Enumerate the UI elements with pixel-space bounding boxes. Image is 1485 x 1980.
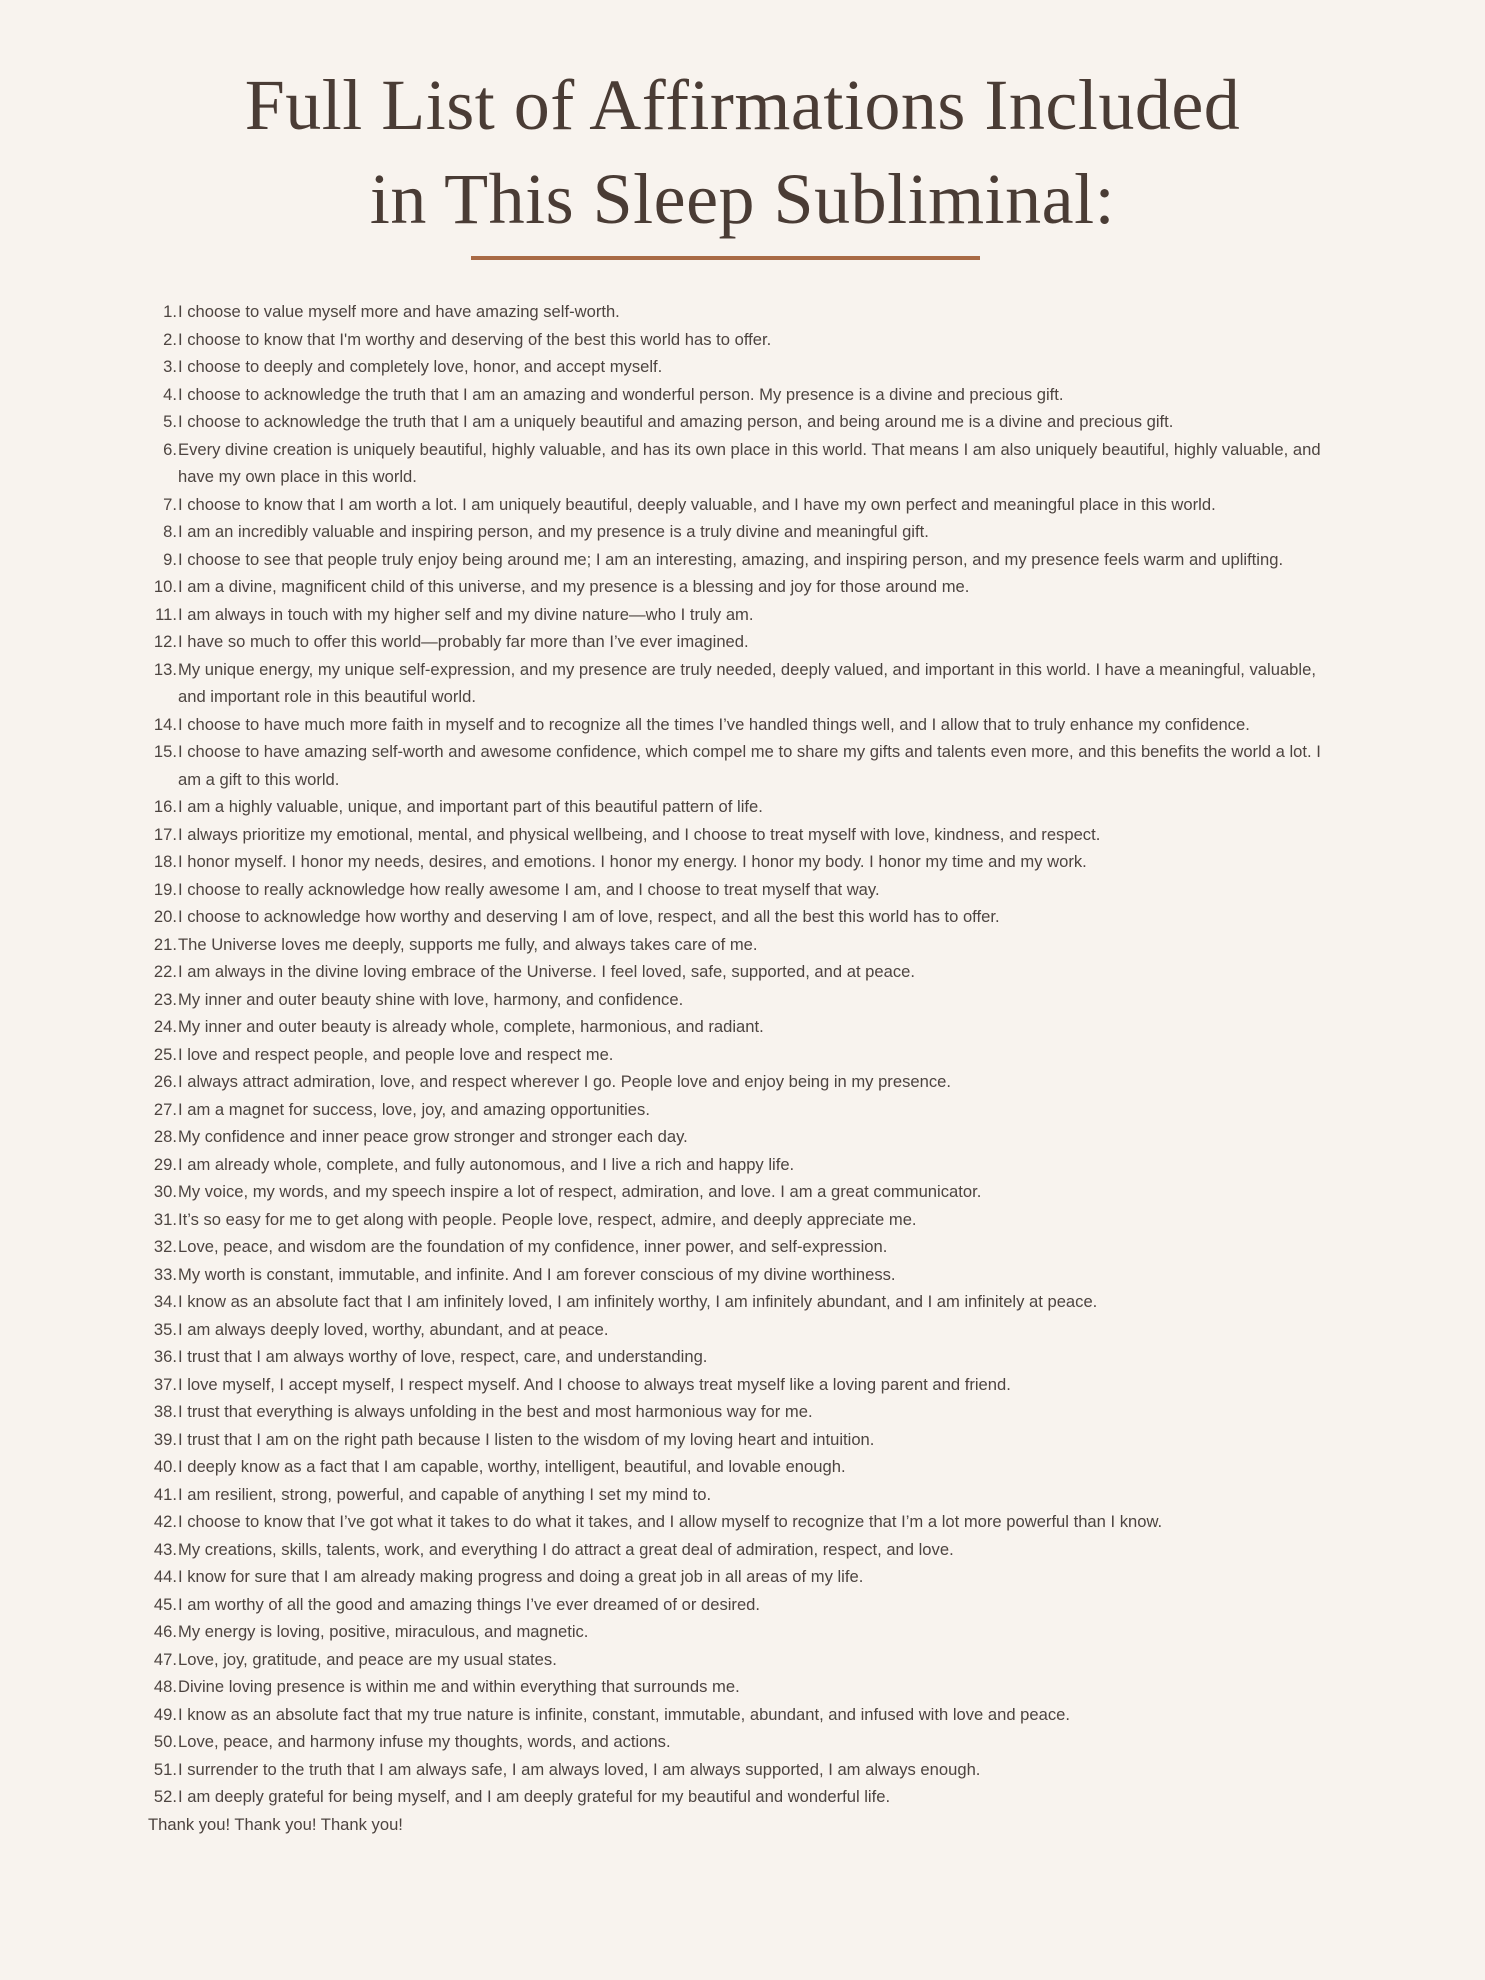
list-item [148, 1206, 1348, 1234]
page-title-line-2: in This Sleep Subliminal: [369, 159, 1116, 239]
list-item-text: I am deeply grateful for being myself, and I am deeply grateful for my beautiful and wonderful life. [178, 1787, 891, 1806]
closing-text: Thank you! Thank you! Thank you! [148, 1815, 403, 1834]
list-item [148, 1618, 1348, 1646]
list-item [148, 1261, 1348, 1289]
list-item-number: 17. [153, 824, 177, 844]
list-item-text: Love, peace, and harmony infuse my thoughts, words, and actions. [178, 1732, 671, 1751]
list-item-text: I love and respect people, and people love and respect me. [178, 1044, 614, 1064]
list-item-text: I am always in the divine loving embrace of the Universe. I feel loved, safe, supported, and at peace. [178, 962, 915, 981]
list-item-text: I am a divine, magnificent child of this universe, and my presence is a blessing and joy for those around me. [178, 577, 970, 596]
list-item-text: I am an incredibly valuable and inspiring person, and my presence is a truly divine and meaningful gift. [178, 522, 929, 541]
list-item-number: 9. [163, 549, 177, 569]
list-item-number: 35. [153, 1319, 177, 1339]
list-item [148, 628, 1348, 656]
list-item [148, 1591, 1348, 1619]
list-item-number: 33. [153, 1264, 177, 1284]
list-item [148, 738, 1348, 793]
list-item [148, 1453, 1348, 1481]
list-item [148, 1508, 1348, 1536]
list-item-number: 37. [153, 1374, 177, 1394]
list-item-text: My unique energy, my unique self-expression, and my presence are truly needed, deeply valued, and important in this world. I have a meaningful, valuable, and important role in this beautiful world. [178, 659, 1316, 706]
list-item [148, 1013, 1348, 1041]
list-item-text: I choose to acknowledge the truth that I am a uniquely beautiful and amazing person, and being around me is a divine and precious gift. [178, 412, 1174, 431]
list-item-number: 21. [153, 934, 177, 954]
list-item-text: I choose to acknowledge the truth that I am an amazing and wonderful person. My presence is a divine and precious gift. [178, 384, 1064, 404]
list-item-text: Love, joy, gratitude, and peace are my usual states. [178, 1649, 557, 1669]
list-item-number: 43. [153, 1539, 177, 1559]
list-item-number: 20. [153, 907, 177, 926]
list-item-number: 15. [153, 742, 177, 761]
list-item-text: I choose to value myself more and have amazing self-worth. [178, 302, 620, 321]
list-item-number: 23. [153, 989, 177, 1009]
list-item [148, 848, 1348, 876]
list-item-text: I choose to deeply and completely love, honor, and accept myself. [178, 357, 663, 376]
list-item-number: 7. [163, 494, 177, 514]
list-item [148, 1426, 1348, 1454]
list-item-number: 47. [153, 1649, 177, 1669]
list-item-text: I surrender to the truth that I am always safe, I am always loved, I am always supported, I am always enough. [178, 1759, 981, 1779]
list-item-number: 24. [153, 1017, 177, 1036]
list-item [148, 1673, 1348, 1701]
list-item-text: My confidence and inner peace grow stronger and stronger each day. [178, 1127, 688, 1146]
list-item-text: I always prioritize my emotional, mental, and physical wellbeing, and I choose to treat myself with love, kindness, and respect. [178, 824, 1101, 844]
list-item-text: I am worthy of all the good and amazing things I’ve ever dreamed of or desired. [178, 1594, 761, 1614]
list-item-number: 29. [153, 1154, 177, 1174]
list-item [148, 1041, 1348, 1069]
list-item [148, 1728, 1348, 1756]
page-title [0, 58, 1485, 246]
list-item-number: 11. [155, 604, 177, 624]
list-item-number: 39. [153, 1429, 177, 1449]
list-item-number: 10. [153, 577, 177, 596]
list-item [148, 298, 1348, 326]
list-item [148, 573, 1348, 601]
list-item-text: I choose to have much more faith in myself and to recognize all the times I’ve handled things well, and I allow that to truly enhance my confidence. [178, 714, 1250, 734]
list-item-number: 14. [153, 714, 177, 734]
list-item-number: 42. [153, 1512, 177, 1531]
list-item-text: I deeply know as a fact that I am capable, worthy, intelligent, beautiful, and lovable enough. [178, 1457, 846, 1476]
list-item [148, 903, 1348, 931]
list-item-number: 12. [153, 632, 177, 651]
list-item-number: 8. [163, 522, 177, 541]
list-item-number: 6. [163, 439, 177, 459]
list-item-number: 1. [163, 302, 177, 321]
list-item-number: 36. [153, 1347, 177, 1366]
list-item [148, 1288, 1348, 1316]
list-item-number: 22. [153, 962, 177, 981]
list-item-text: I choose to really acknowledge how really awesome I am, and I choose to treat myself that way. [178, 879, 880, 899]
list-item-text: It’s so easy for me to get along with people. People love, respect, admire, and deeply appreciate me. [178, 1209, 917, 1229]
list-item [148, 326, 1348, 354]
page-title-line-1: Full List of Affirmations Included [244, 65, 1241, 145]
list-item [148, 601, 1348, 629]
list-item-text: I am a highly valuable, unique, and important part of this beautiful pattern of life. [178, 797, 763, 816]
list-item-text: My worth is constant, immutable, and infinite. And I am forever conscious of my divine worthiness. [178, 1264, 896, 1284]
list-item-number: 28. [153, 1127, 177, 1146]
list-item [148, 408, 1348, 436]
list-item-text: I know for sure that I am already making progress and doing a great job in all areas of my life. [178, 1567, 864, 1586]
list-item-number: 13. [153, 659, 177, 679]
list-item-number: 50. [153, 1732, 177, 1751]
list-item [148, 1096, 1348, 1124]
list-item-text: I always attract admiration, love, and respect wherever I go. People love and enjoy being in my presence. [178, 1072, 951, 1091]
list-item-text: I have so much to offer this world—probably far more than I’ve ever imagined. [178, 632, 749, 651]
list-item [148, 656, 1348, 711]
list-item-number: 19. [153, 879, 177, 899]
list-item [148, 1783, 1348, 1811]
list-item-text: Every divine creation is uniquely beautiful, highly valuable, and has its own place in this world. That means I am also uniquely beautiful, highly valuable, and have my own place in this world. [178, 439, 1321, 486]
list-item-text: My energy is loving, positive, miraculous, and magnetic. [178, 1622, 589, 1641]
list-item-number: 2. [163, 329, 177, 349]
list-item-number: 32. [153, 1237, 177, 1256]
list-item [148, 546, 1348, 574]
list-item [148, 1178, 1348, 1206]
list-item [148, 381, 1348, 409]
list-item [148, 793, 1348, 821]
list-item-number: 34. [153, 1292, 177, 1311]
list-item [148, 1233, 1348, 1261]
list-item-number: 49. [153, 1704, 177, 1724]
list-item-number: 31. [153, 1209, 177, 1229]
affirmation-list [148, 298, 1348, 1811]
list-item-number: 30. [153, 1182, 177, 1201]
list-item-text: I know as an absolute fact that my true nature is infinite, constant, immutable, abundant, and infused with love and peace. [178, 1704, 1070, 1724]
list-item-text: I choose to know that I’ve got what it takes to do what it takes, and I allow myself to recognize that I’m a lot more powerful than I know. [178, 1512, 1163, 1531]
list-item [148, 1316, 1348, 1344]
list-item [148, 1123, 1348, 1151]
list-item [148, 1481, 1348, 1509]
list-item-text: I choose to acknowledge how worthy and deserving I am of love, respect, and all the best this world has to offer. [178, 907, 1000, 926]
list-item-text: I am resilient, strong, powerful, and capable of anything I set my mind to. [178, 1484, 712, 1504]
list-item [148, 1701, 1348, 1729]
list-item [148, 1151, 1348, 1179]
list-item-text: I choose to have amazing self-worth and awesome confidence, which compel me to share my gifts and talents even more, and this benefits the world a lot. I am a gift to this world. [178, 742, 1321, 789]
list-item-text: I choose to see that people truly enjoy being around me; I am an interesting, amazing, and inspiring person, and my presence feels warm and uplifting. [178, 549, 1284, 569]
list-item [148, 1068, 1348, 1096]
list-item-number: 46. [153, 1622, 177, 1641]
list-item-text: I choose to know that I'm worthy and deserving of the best this world has to offer. [178, 329, 772, 349]
list-item-number: 4. [163, 384, 177, 404]
list-item [148, 518, 1348, 546]
list-item [148, 986, 1348, 1014]
list-item [148, 1646, 1348, 1674]
list-item-number: 16. [153, 797, 177, 816]
list-item-text: My inner and outer beauty shine with love, harmony, and confidence. [178, 989, 684, 1009]
list-item-number: 44. [153, 1567, 177, 1586]
list-item [148, 1536, 1348, 1564]
list-item-number: 25. [153, 1044, 177, 1064]
list-item-text: Divine loving presence is within me and within everything that surrounds me. [178, 1677, 740, 1696]
list-item-text: I am already whole, complete, and fully autonomous, and I live a rich and happy life. [178, 1154, 795, 1174]
list-item-text: I am always deeply loved, worthy, abundant, and at peace. [178, 1319, 609, 1339]
list-item-text: I know as an absolute fact that I am infinitely loved, I am infinitely worthy, I am infinitely abundant, and I am infinitely at peace. [178, 1292, 1098, 1311]
list-item [148, 711, 1348, 739]
list-item [148, 491, 1348, 519]
list-item-text: I trust that everything is always unfolding in the best and most harmonious way for me. [178, 1402, 813, 1421]
list-item-number: 51. [153, 1759, 177, 1779]
list-item [148, 958, 1348, 986]
list-item-text: I choose to know that I am worth a lot. I am uniquely beautiful, deeply valuable, and I have my own perfect and meaningful place in this world. [178, 494, 1216, 514]
list-item [148, 876, 1348, 904]
list-item-text: My voice, my words, and my speech inspire a lot of respect, admiration, and love. I am a great communicator. [178, 1182, 982, 1201]
list-item [148, 353, 1348, 381]
list-item-number: 40. [153, 1457, 177, 1476]
list-item [148, 1563, 1348, 1591]
list-item-text: I am always in touch with my higher self and my divine nature—who I truly am. [178, 604, 754, 624]
list-item-text: I honor myself. I honor my needs, desires, and emotions. I honor my energy. I honor my body. I honor my time and my work. [178, 852, 1087, 871]
list-item-number: 45. [153, 1594, 177, 1614]
list-item [148, 931, 1348, 959]
list-item-number: 48. [153, 1677, 177, 1696]
list-item [148, 1343, 1348, 1371]
list-item-text: I love myself, I accept myself, I respect myself. And I choose to always treat myself like a loving parent and friend. [178, 1374, 1011, 1394]
list-item-number: 26. [153, 1072, 177, 1091]
list-item-number: 41. [153, 1484, 177, 1504]
list-item-text: Love, peace, and wisdom are the foundation of my confidence, inner power, and self-expression. [178, 1237, 888, 1256]
list-item-number: 18. [153, 852, 177, 871]
list-item-number: 3. [163, 357, 177, 376]
list-item-number: 27. [153, 1099, 177, 1119]
list-item-text: My creations, skills, talents, work, and everything I do attract a great deal of admiration, respect, and love. [178, 1539, 954, 1559]
list-item [148, 1756, 1348, 1784]
list-item-text: I trust that I am on the right path because I listen to the wisdom of my loving heart and intuition. [178, 1429, 875, 1449]
list-item-number: 52. [153, 1787, 177, 1806]
list-item [148, 821, 1348, 849]
list-item-text: I trust that I am always worthy of love, respect, care, and understanding. [178, 1347, 708, 1366]
list-item-text: I am a magnet for success, love, joy, and amazing opportunities. [178, 1099, 650, 1119]
list-item-number: 5. [163, 412, 177, 431]
list-item [148, 1398, 1348, 1426]
title-underline-divider [471, 256, 980, 260]
list-item [148, 436, 1348, 491]
list-item-text: The Universe loves me deeply, supports me fully, and always takes care of me. [178, 934, 758, 954]
list-item-number: 38. [153, 1402, 177, 1421]
list-item [148, 1371, 1348, 1399]
list-item-text: My inner and outer beauty is already whole, complete, harmonious, and radiant. [178, 1017, 764, 1036]
